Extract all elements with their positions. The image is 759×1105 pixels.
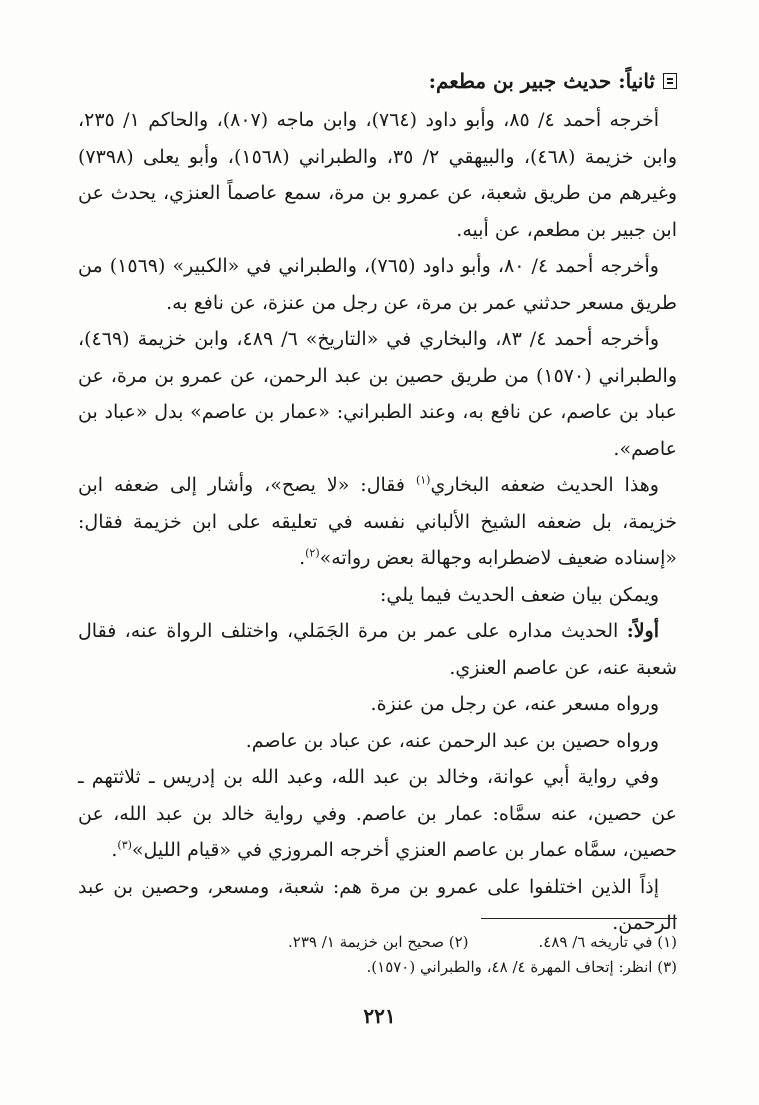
paragraph-8: ورواه حصين بن عبد الرحمن عنه، عن عباد بن عاصم.	[245, 729, 659, 752]
footnotes	[150, 930, 677, 980]
paragraph-7: ورواه مسعر عنه، عن رجل من عنزة.	[370, 693, 659, 715]
paragraph-9-text: وفي رواية أبي عوانة، وخالد بن عبد الله، وعبد الله بن إدريس ـ ثلاثتهم ـ عن حصين، عنه سمَّاه: عمار بن عاصم. وفي رواية خالد بن عبد الله، عن حصين، سمَّاه عمار بن عاصم العنزي أخرجه المروزي في «قيام الليل»	[78, 766, 677, 861]
paragraph-4-text-b: فقال: «لا يصح»، وأشار إلى ضعفه ابن خزيمة، بل ضعفه الشيخ الألباني نفسه في تعليقه على ابن خزيمة فقال: «إسناده ضعيف لاضطرابه وجهالة بعض رواته»	[78, 474, 677, 569]
paragraph-3: وأخرجه أحمد ٤/ ٨٣، والبخاري في «التاريخ» ٦/ ٤٨٩، وابن خزيمة (٤٦٩)، والطبراني (١٥٧٠) من طريق حصين بن عبد الرحمن، عن عمرو بن مرة، عن عباد بن عاصم، عن نافع به، وعند الطبراني: «عمار بن عاصم» بدل «عباد بن عاصم».	[78, 328, 677, 460]
paragraph-4-end: .	[299, 547, 306, 569]
paragraph-2: وأخرجه أحمد ٤/ ٨٠، وأبو داود (٧٦٥)، والطبراني في «الكبير» (١٥٦٩) من طريق مسعر حدثني عمر بن مرة، عن رجل من عنزة، عن نافع به.	[78, 255, 677, 314]
paragraph-10: إذاً الذين اختلفوا على عمرو بن مرة هم: شعبة، ومسعر، وحصين بن عبد الرحمن.	[78, 875, 677, 934]
paragraph-9	[78, 759, 677, 869]
section-heading-text: ثانياً: حديث جبير بن مطعم:	[428, 69, 655, 93]
page-number: ٢٢١	[363, 1004, 396, 1028]
footnote-row	[150, 930, 677, 955]
paragraph-4	[78, 467, 677, 577]
section-heading	[78, 62, 677, 100]
paragraph-6-text: الحديث مداره على عمر بن مرة الجَمَلي، واختلف الرواة عنه، فقال شعبة عنه، عن عاصم العنزي.	[78, 620, 677, 679]
book-icon	[663, 73, 677, 89]
paragraph-5: ويمكن بيان ضعف الحديث فيما يلي:	[380, 583, 659, 606]
paragraph-6-lead: أولاً:	[626, 620, 659, 642]
footnote-ref-1: (١)	[415, 473, 431, 487]
footnote-1: (١) في تاريخه ٦/ ٤٨٩.	[538, 933, 677, 951]
footnote-ref-2: (٢)	[305, 546, 320, 560]
paragraph-1: أخرجه أحمد ٤/ ٨٥، وأبو داود (٧٦٤)، وابن ماجه (٨٠٧)، والحاكم ١/ ٢٣٥، وابن خزيمة (٤٦٨)، والبيهقي ٢/ ٣٥، والطبراني (١٥٦٨)، وأبو يعلى (٧٣٩٨) وغيرهم من طريق شعبة، عن عمرو بن مرة، سمع عاصماً العنزي، يحدث عن ابن جبير بن مطعم، عن أبيه.	[78, 109, 677, 241]
paragraph-9-end: .	[111, 839, 118, 861]
paragraph-6	[78, 613, 677, 686]
paragraph-4-text-a: وهذا الحديث ضعفه البخاري	[430, 474, 659, 496]
footnote-divider	[481, 918, 677, 919]
footnote-2: (٢) صحيح ابن خزيمة ١/ ٢٣٩.	[287, 933, 469, 951]
footnote-ref-3: (٣)	[117, 838, 132, 852]
footnote-3: (٣) انظر: إتحاف المهرة ٤/ ٤٨، والطبراني (١٥٧٠).	[366, 958, 677, 976]
